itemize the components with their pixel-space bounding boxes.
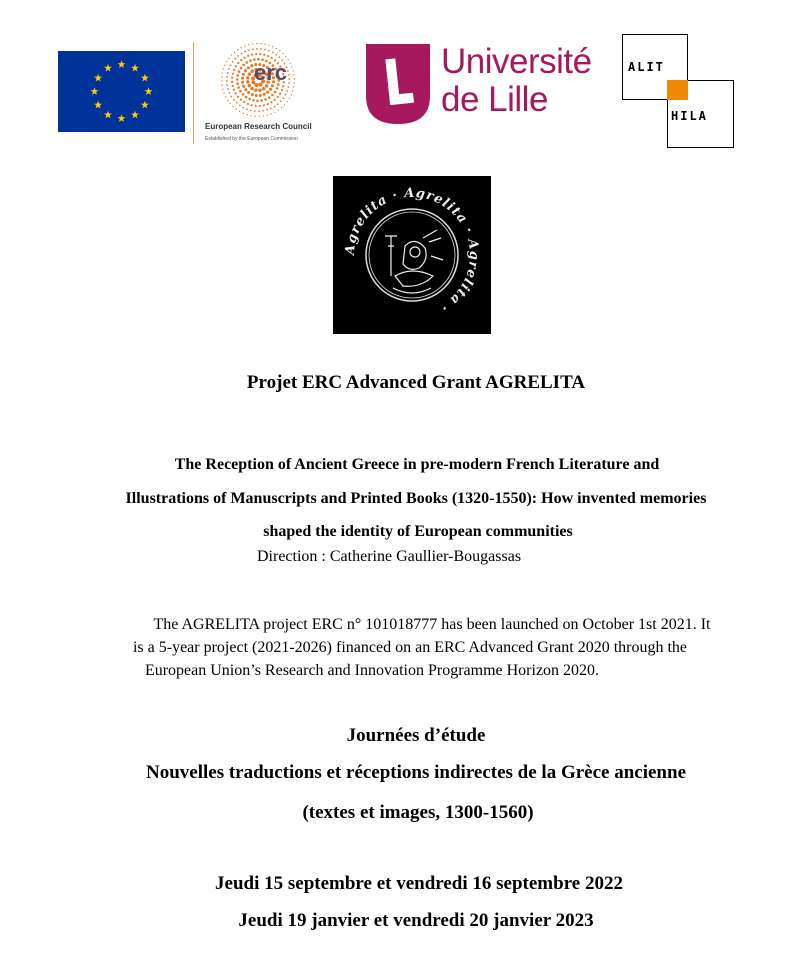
launch-paragraph <box>60 613 760 682</box>
erc-dot <box>248 44 249 45</box>
erc-dot <box>256 48 258 50</box>
erc-dot <box>254 116 255 117</box>
erc-dot <box>285 94 287 96</box>
erc-name: European Research Council <box>205 122 312 131</box>
erc-dot <box>238 70 241 73</box>
erc-dot <box>237 55 239 57</box>
erc-dot <box>268 96 271 99</box>
erc-dot <box>247 66 250 69</box>
eu-star-icon <box>104 111 112 119</box>
erc-dot <box>276 48 277 49</box>
erc-dot <box>286 90 288 92</box>
erc-dot <box>284 104 285 105</box>
erc-dot <box>268 50 270 52</box>
erc-dot <box>240 59 242 61</box>
erc-dot <box>277 96 279 98</box>
eu-star-icon <box>91 87 99 95</box>
erc-dot <box>247 55 249 57</box>
erc-dot <box>268 45 269 46</box>
launch-line3: European Union’s Research and Innovation Programme Horizon 2020. <box>144 662 600 679</box>
erc-dot <box>256 99 259 102</box>
erc-dot <box>237 49 238 50</box>
universite-lille-line2: de Lille <box>441 80 548 119</box>
erc-dot <box>248 98 251 101</box>
erc-dot <box>237 62 239 64</box>
universite-lille-line1: Université <box>441 42 592 81</box>
erc-dot <box>263 115 264 116</box>
erc-dot <box>274 99 276 101</box>
erc-dot <box>229 92 231 94</box>
erc-dot <box>239 104 241 106</box>
erc-dot <box>227 100 228 101</box>
alithila-text-bottom: HILA <box>671 109 708 123</box>
erc-dot <box>240 67 243 70</box>
erc-dot <box>237 96 239 98</box>
erc-dot <box>232 61 234 63</box>
erc-dot <box>259 116 260 117</box>
erc-dot <box>277 103 279 105</box>
erc-dot <box>270 113 271 114</box>
erc-dot <box>233 99 235 101</box>
erc-dot <box>248 49 250 51</box>
erc-dot <box>223 92 224 93</box>
erc-wordmark: erc <box>254 60 288 85</box>
erc-dot <box>225 96 226 97</box>
erc-dot <box>259 94 262 97</box>
erc-dot <box>262 87 266 91</box>
erc-dot <box>293 86 294 87</box>
alithila-text-top: ALIT <box>628 60 665 74</box>
erc-dot <box>232 106 233 107</box>
erc-dot <box>241 47 242 48</box>
event-subject-line1: Nouvelles traductions et réceptions indirectes de la Grèce ancienne <box>146 762 686 783</box>
erc-dot <box>235 92 237 94</box>
erc-dot <box>267 55 269 57</box>
grant-title: Projet ERC Advanced Grant AGRELITA <box>246 372 586 393</box>
erc-dot <box>263 104 265 106</box>
erc-dot <box>294 78 295 79</box>
erc-dot <box>236 109 237 110</box>
erc-dot <box>239 90 242 93</box>
erc-dot <box>282 97 284 99</box>
erc-dot <box>246 76 250 80</box>
erc-dot <box>250 115 251 116</box>
erc-dot <box>254 88 258 92</box>
eu-star-icon <box>131 111 139 119</box>
erc-dot <box>241 53 243 55</box>
erc-dot <box>250 64 253 67</box>
eu-star-icon <box>131 64 139 72</box>
erc-dot <box>272 52 274 54</box>
erc-dot <box>279 93 281 95</box>
erc-dot <box>231 81 233 83</box>
erc-dot <box>221 81 222 82</box>
erc-dot <box>234 58 236 60</box>
erc-dot <box>291 94 292 95</box>
agrelita-seal-icon <box>333 176 491 334</box>
erc-dot <box>232 85 234 87</box>
erc-dot <box>274 112 275 113</box>
erc-dot <box>281 89 283 91</box>
erc-dot <box>222 72 223 73</box>
erc-dot <box>244 88 247 91</box>
erc-dot <box>250 110 252 112</box>
erc-dot <box>241 81 244 84</box>
erc-dot <box>279 50 280 51</box>
erc-dot <box>258 88 262 92</box>
event-subject-line2: (textes et images, 1300-1560) <box>302 802 534 823</box>
erc-dot <box>226 76 228 78</box>
erc-dot <box>248 72 252 76</box>
erc-dot <box>288 78 290 80</box>
erc-dot <box>235 65 237 67</box>
erc-dot <box>256 43 257 44</box>
erc-dot <box>255 53 257 55</box>
erc-dot <box>230 103 231 104</box>
erc-dot <box>255 105 257 107</box>
eu-star-icon <box>94 101 102 109</box>
erc-dot <box>285 56 286 57</box>
eu-flag-logo <box>58 51 185 132</box>
erc-dot <box>254 110 256 112</box>
erc-dot <box>281 107 282 108</box>
erc-dot <box>243 101 245 103</box>
erc-dot <box>233 69 235 71</box>
erc-dot <box>272 46 273 47</box>
erc-dot <box>260 99 263 102</box>
erc-dot <box>259 53 261 55</box>
erc-dot <box>242 107 244 109</box>
erc-dot <box>244 51 246 53</box>
erc-dot <box>242 93 245 96</box>
erc-dot <box>234 52 235 53</box>
erc-dot <box>231 54 232 55</box>
eu-star-icon <box>145 87 153 95</box>
erc-subtitle: Established by the European Commission <box>205 136 298 142</box>
erc-dot <box>236 74 239 77</box>
erc-dot <box>282 53 283 54</box>
erc-dot <box>259 105 261 107</box>
erc-dot <box>263 54 265 56</box>
erc-dot <box>236 82 239 85</box>
erc-dot <box>227 88 229 90</box>
erc-dot <box>264 44 265 45</box>
erc-divider <box>193 42 194 144</box>
erc-dot <box>278 56 280 58</box>
eu-stars-icon <box>58 51 185 132</box>
launch-line1: The AGRELITA project ERC n° 101018777 has been launched on October 1st 2021. It <box>153 616 711 633</box>
event-heading: Journées d’étude <box>346 725 486 746</box>
erc-dot <box>292 90 293 91</box>
erc-dot <box>288 82 290 84</box>
eu-star-icon <box>141 74 149 82</box>
project-title-line1: The Reception of Ancient Greece in pre-modern French Literature and <box>174 456 660 473</box>
erc-dot <box>228 58 229 59</box>
erc-dot <box>233 89 235 91</box>
erc-dot <box>231 77 233 79</box>
eu-star-icon <box>94 74 102 82</box>
erc-dot <box>246 114 247 115</box>
erc-dot <box>246 61 249 64</box>
erc-dot <box>293 70 294 71</box>
erc-dot <box>228 68 230 70</box>
erc-dot <box>260 43 261 44</box>
erc-dot <box>266 91 269 94</box>
erc-dot <box>240 99 242 101</box>
erc-dot <box>241 77 244 80</box>
erc-dot <box>251 93 254 96</box>
erc-dot <box>267 115 268 116</box>
project-title-line3: shaped the identity of European communities <box>263 523 573 540</box>
erc-dot <box>247 103 249 105</box>
erc-dot <box>227 72 229 74</box>
erc-dot <box>236 102 238 104</box>
erc-dot <box>246 108 248 110</box>
erc-dot <box>293 74 294 75</box>
erc-dot <box>289 98 290 99</box>
erc-dot <box>252 99 255 102</box>
erc-dot <box>274 106 276 108</box>
erc-dot <box>247 91 250 94</box>
erc-dot <box>290 63 291 64</box>
erc-dot <box>242 64 245 67</box>
erc-dot <box>267 103 269 105</box>
event-date1: Jeudi 15 septembre et vendredi 16 septembre 2022 <box>215 873 623 894</box>
erc-dot <box>255 94 258 97</box>
erc-dot <box>287 70 289 72</box>
erc-dot <box>237 86 240 89</box>
erc-dot <box>287 101 288 102</box>
erc-dot <box>246 80 250 84</box>
erc-dot <box>263 93 266 96</box>
alithila-accent-square <box>667 80 688 100</box>
erc-dot <box>252 48 254 50</box>
erc-dot <box>244 69 247 72</box>
erc-dot <box>226 80 228 82</box>
erc-dot <box>291 66 292 67</box>
erc-dot <box>232 73 234 75</box>
erc-dot <box>280 100 282 102</box>
agrelita-seal-logo <box>333 176 491 334</box>
erc-dot <box>258 110 260 112</box>
erc-dot <box>251 54 253 56</box>
erc-dot <box>222 89 223 90</box>
svg-text:Agrelita · Agrelita · Agrelita: Agrelita · Agrelita · Agrelita · <box>342 185 482 316</box>
erc-dot <box>223 68 224 69</box>
erc-dot <box>270 108 272 110</box>
erc-dot <box>264 98 267 101</box>
launch-line2: is a 5-year project (2021-2026) financed on an ERC Advanced Grant 2020 through the <box>132 639 688 656</box>
erc-dot <box>242 73 245 76</box>
erc-dot <box>231 96 233 98</box>
erc-dot <box>288 86 290 88</box>
erc-dot <box>226 61 227 62</box>
erc-dot <box>262 110 264 112</box>
erc-dot <box>294 82 295 83</box>
erc-dot <box>271 94 274 97</box>
erc-dot <box>278 110 279 111</box>
erc-dot <box>243 57 245 59</box>
direction-line: Direction : Catherine Gaullier-Bougassas <box>257 548 522 565</box>
erc-dot <box>242 85 245 88</box>
erc-dot <box>239 111 240 112</box>
erc-dot <box>260 48 262 50</box>
eu-star-icon <box>141 101 149 109</box>
eu-star-icon <box>104 64 112 72</box>
erc-dot <box>266 109 268 111</box>
erc-dot <box>224 65 225 66</box>
erc-dot <box>269 88 272 91</box>
erc-dot <box>236 78 239 81</box>
project-title <box>40 448 792 549</box>
erc-dot <box>275 54 277 56</box>
erc-dot <box>288 59 289 60</box>
erc-dot <box>276 87 279 90</box>
erc-dot <box>270 101 272 103</box>
erc-dot <box>243 113 244 114</box>
erc-dot <box>251 104 253 106</box>
erc-dot <box>249 59 252 62</box>
eu-star-icon <box>118 114 126 122</box>
erc-dot <box>230 64 232 66</box>
erc-dot <box>250 87 254 91</box>
erc-dot <box>248 84 252 88</box>
erc-dot <box>221 76 222 77</box>
erc-dot <box>274 91 277 94</box>
event-date2: Jeudi 19 janvier et vendredi 20 janvier 2023 <box>238 910 594 931</box>
erc-dot <box>271 57 273 59</box>
erc-dot <box>226 84 228 86</box>
erc-dot <box>245 96 248 99</box>
erc-dot <box>252 43 253 44</box>
erc-dot <box>221 85 222 86</box>
erc-dot <box>288 74 290 76</box>
project-title-line2: Illustrations of Manuscripts and Printed Books (1320-1550): How invented memories <box>125 489 707 507</box>
erc-dot <box>264 49 266 51</box>
eu-star-icon <box>118 60 126 68</box>
universite-lille-mark-icon <box>366 44 430 124</box>
erc-dot <box>244 45 245 46</box>
